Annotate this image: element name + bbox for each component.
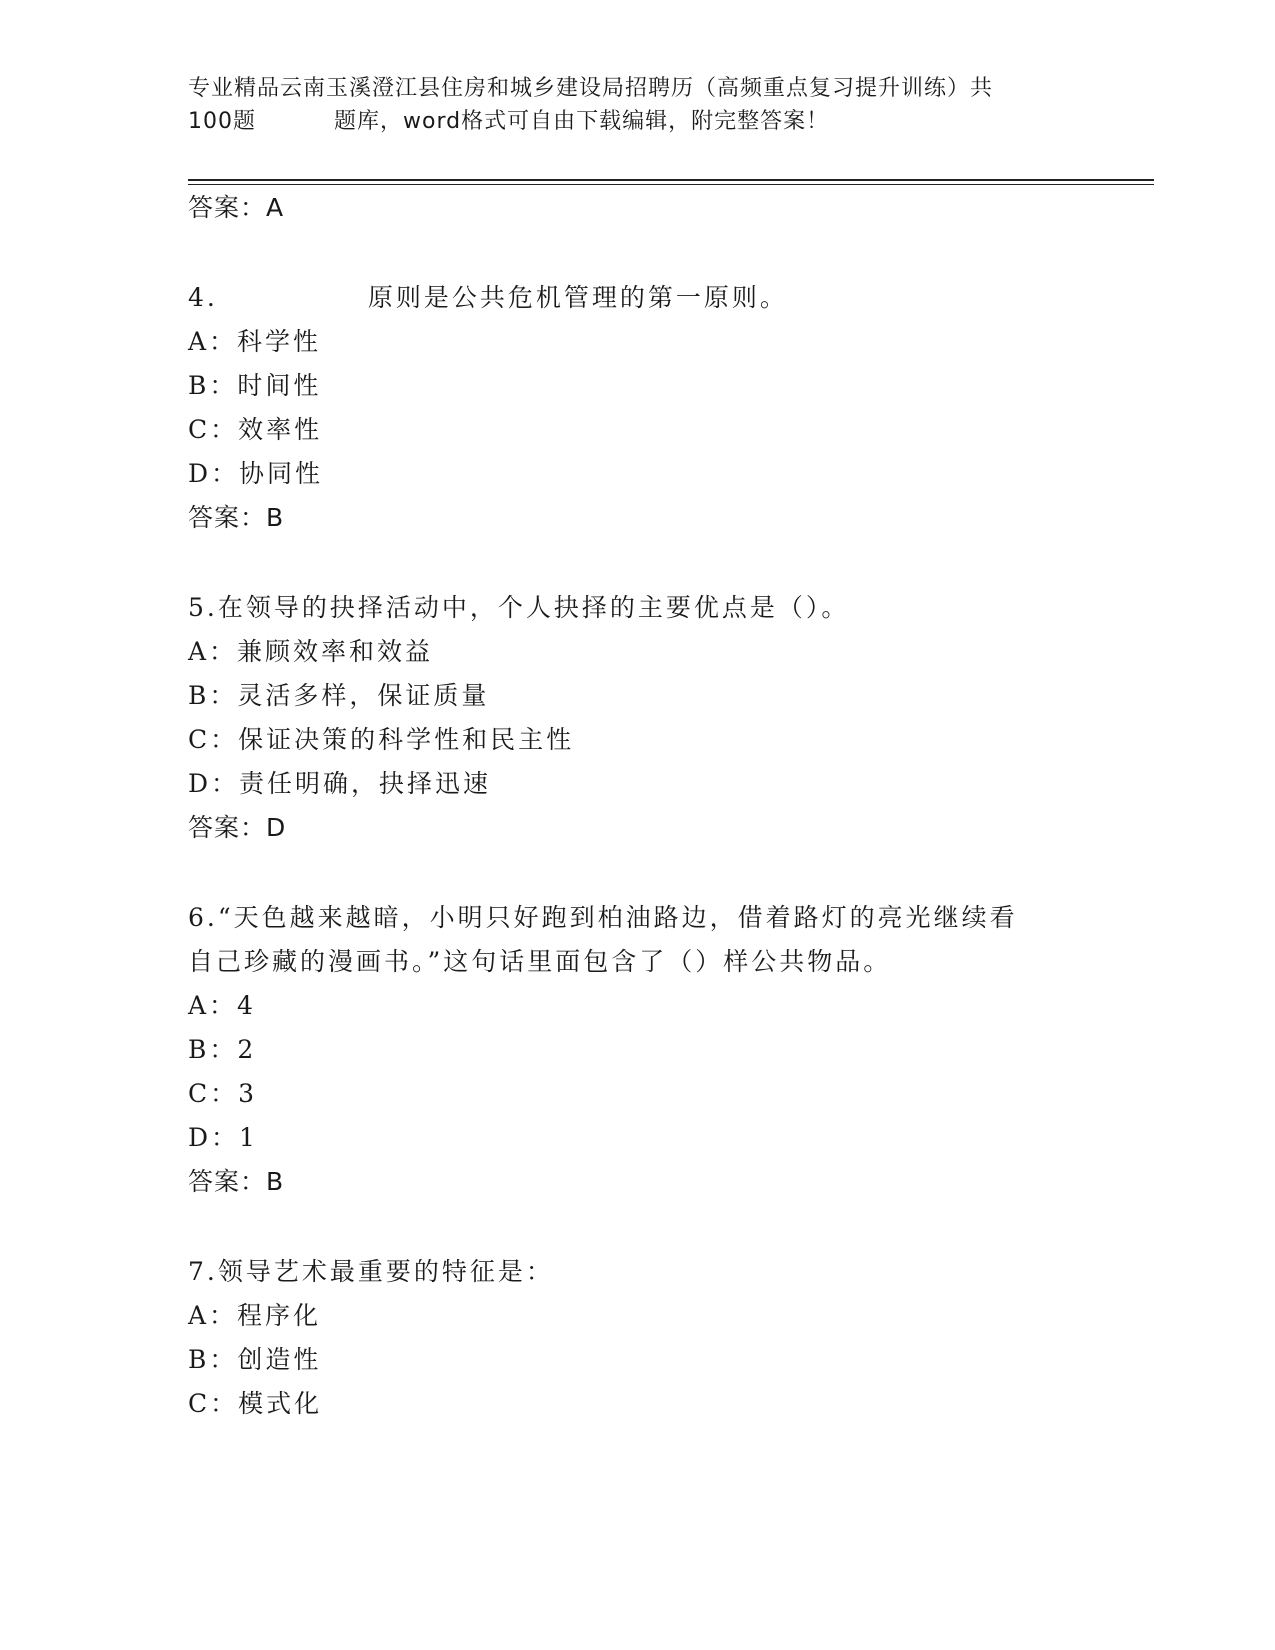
question-4-text: 原则是公共危机管理的第一原则。 [367, 283, 788, 312]
question-5-option-a: A：兼顾效率和效益 [188, 637, 434, 666]
question-4-option-c: C：效率性 [188, 415, 323, 444]
question-5-stem: 5.在领导的抉择活动中，个人抉择的主要优点是（）。 [188, 593, 850, 622]
document-header [188, 72, 1068, 138]
header-divider-thick [188, 179, 1154, 181]
header-title-line2 [188, 105, 1068, 138]
question-5-answer: 答案：D [188, 813, 287, 842]
question-4-number: 4. [188, 283, 218, 312]
question-4-answer: 答案：B [188, 503, 285, 532]
header-title-line1: 专业精品云南玉溪澄江县住房和城乡建设局招聘历（高频重点复习提升训练）共 [188, 76, 994, 101]
question-6-answer: 答案：B [188, 1167, 285, 1196]
question-4-option-a: A：科学性 [188, 327, 322, 356]
question-6-option-c: C：3 [188, 1079, 258, 1108]
question-4-option-b: B：时间性 [188, 371, 322, 400]
header-question-count: 100题 [188, 109, 256, 134]
question-4-option-d: D：协同性 [188, 459, 324, 488]
question-5-option-b: B：灵活多样，保证质量 [188, 681, 490, 710]
header-subtitle: 题库，word格式可自由下载编辑，附完整答案！ [334, 109, 830, 134]
question-4-stem [188, 281, 788, 315]
header-divider-thin [188, 184, 1154, 185]
question-6-option-b: B：2 [188, 1035, 257, 1064]
question-7-option-c: C：模式化 [188, 1389, 323, 1418]
question-6-option-d: D：1 [188, 1123, 258, 1152]
question-6-stem-line2: 自己珍藏的漫画书。”这句话里面包含了（）样公共物品。 [188, 947, 892, 976]
question-7-option-b: B：创造性 [188, 1345, 322, 1374]
question-7-stem: 7.领导艺术最重要的特征是： [188, 1257, 554, 1286]
question-5-option-c: C：保证决策的科学性和民主性 [188, 725, 575, 754]
question-6-option-a: A：4 [188, 991, 256, 1020]
question-7-option-a: A：程序化 [188, 1301, 322, 1330]
question-6-stem-line1: 6.“天色越来越暗，小明只好跑到柏油路边，借着路灯的亮光继续看 [188, 903, 1018, 932]
previous-answer: 答案：A [188, 193, 285, 222]
question-5-option-d: D：责任明确，抉择迅速 [188, 769, 492, 798]
